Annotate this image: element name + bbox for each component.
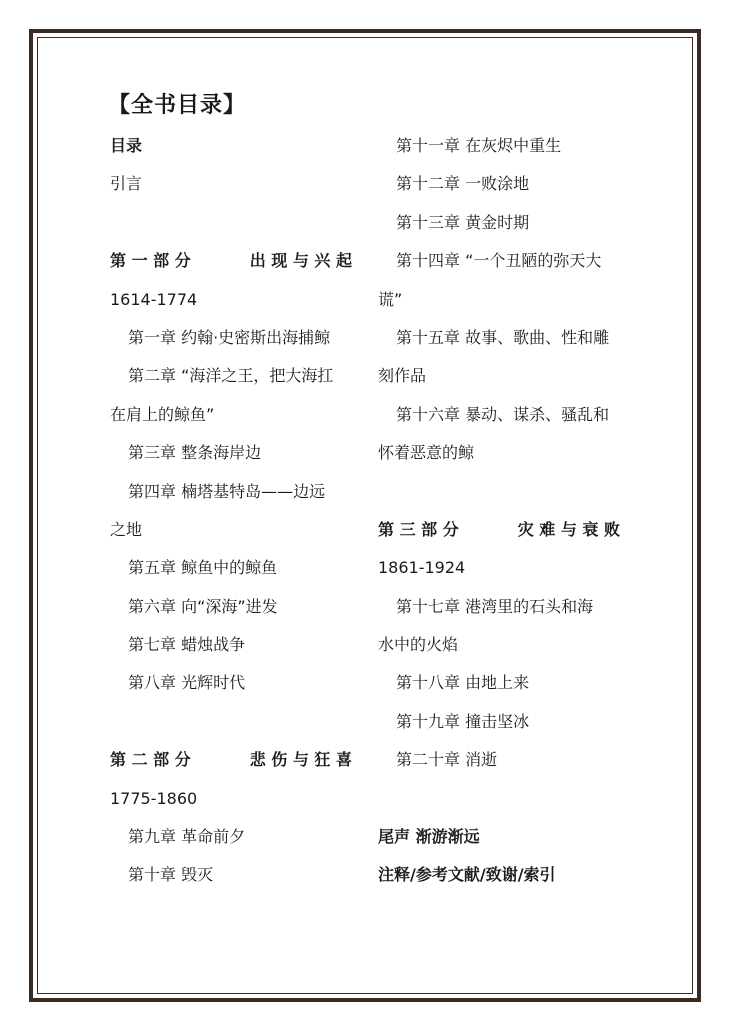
toc-entry-chapter-17[interactable]: 第十七章 港湾里的石头和海	[396, 596, 594, 616]
spacer	[378, 780, 623, 818]
spacer	[378, 473, 623, 511]
toc-entry-chapter-4[interactable]: 第四章 楠塔基特岛——边远	[128, 481, 326, 501]
toc-entry-chapter-19[interactable]: 第十九章 撞击坚冰	[396, 711, 530, 731]
toc-entry-chapter-16[interactable]: 第十六章 暴动、谋杀、骚乱和	[396, 404, 610, 424]
page-title: 【全书目录】	[108, 92, 247, 118]
toc-entry-chapter-18[interactable]: 第十八章 由地上来	[396, 673, 530, 693]
toc-entry-chapter-8[interactable]: 第八章 光辉时代	[128, 673, 246, 693]
toc-entry-chapter-16-cont[interactable]: 怀着恶意的鲸	[378, 443, 475, 463]
part-name: 灾 难 与 衰 败	[517, 519, 620, 539]
toc-entry-chapter-17-cont[interactable]: 水中的火焰	[378, 635, 459, 655]
toc-entry-chapter-6[interactable]: 第六章 向“深海”进发	[128, 596, 278, 616]
toc-entry-chapter-10[interactable]: 第十章 毁灭	[128, 865, 214, 885]
part-number: 第 三 部 分	[378, 519, 459, 539]
part-heading-1[interactable]	[110, 242, 352, 280]
toc-column-right	[378, 127, 623, 895]
toc-entry-epilogue[interactable]: 尾声 渐游渐远	[378, 827, 480, 847]
part-heading-2[interactable]	[110, 741, 352, 779]
toc-entry-chapter-9[interactable]: 第九章 革命前夕	[128, 827, 246, 847]
toc-entry-chapter-11[interactable]: 第十一章 在灰烬中重生	[396, 136, 562, 155]
part-number: 第 二 部 分	[110, 750, 191, 770]
toc-entry-chapter-4-cont[interactable]: 之地	[110, 519, 143, 539]
toc-entry-chapter-3[interactable]: 第三章 整条海岸边	[128, 443, 262, 463]
part-name: 悲 伤 与 狂 喜	[249, 750, 352, 770]
spacer	[110, 703, 355, 741]
toc-column-left	[110, 127, 355, 895]
toc-entry-chapter-15-cont[interactable]: 刻作品	[378, 366, 427, 386]
toc-entry-chapter-2[interactable]: 第二章 “海洋之王，把大海扛	[128, 366, 334, 386]
toc-entry-chapter-13[interactable]: 第十三章 黄金时期	[396, 212, 530, 232]
toc-entry-backmatter[interactable]: 注释/参考文献/致谢/索引	[378, 865, 556, 885]
toc-entry-chapter-5[interactable]: 第五章 鲸鱼中的鲸鱼	[128, 558, 278, 578]
toc-entry-chapter-14[interactable]: 第十四章 “一个丑陋的弥天大	[396, 251, 602, 271]
toc-entry-chapter-2-cont[interactable]: 在肩上的鲸鱼”	[110, 404, 215, 424]
part-heading-3[interactable]	[378, 511, 620, 549]
toc-entry-chapter-14-cont[interactable]: 谎”	[378, 289, 403, 309]
toc-entry-contents[interactable]: 目录	[110, 136, 143, 155]
part-years-3: 1861-1924	[378, 558, 466, 578]
part-years-2: 1775-1860	[110, 788, 198, 808]
toc-entry-chapter-1[interactable]: 第一章 约翰·史密斯出海捕鲸	[128, 327, 331, 347]
part-number: 第 一 部 分	[110, 251, 191, 271]
toc-entry-intro[interactable]: 引言	[110, 174, 143, 194]
part-name: 出 现 与 兴 起	[249, 251, 352, 271]
toc-entry-chapter-12[interactable]: 第十二章 一败涂地	[396, 174, 530, 194]
spacer	[110, 204, 355, 242]
toc-entry-chapter-20[interactable]: 第二十章 消逝	[396, 750, 498, 770]
part-years-1: 1614-1774	[110, 289, 198, 309]
toc-entry-chapter-15[interactable]: 第十五章 故事、歌曲、性和雕	[396, 327, 610, 347]
toc-entry-chapter-7[interactable]: 第七章 蜡烛战争	[128, 635, 246, 655]
